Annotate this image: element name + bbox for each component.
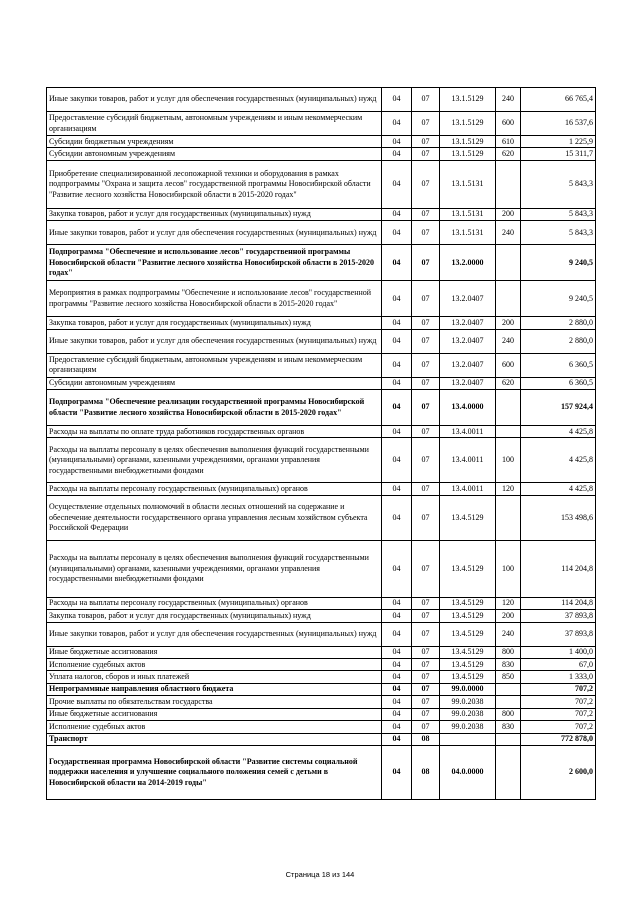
cell-target-article: 13.2.0407 (440, 329, 496, 353)
cell-expense-type (496, 160, 521, 208)
table-row (47, 390, 596, 426)
cell-expense-type (496, 696, 521, 708)
cell-expense-type (496, 733, 521, 745)
table-row (47, 112, 596, 136)
cell-target-article: 99.0.2038 (440, 721, 496, 733)
cell-amount: 707,2 (521, 721, 596, 733)
cell-name: Закупка товаров, работ и услуг для государственных (муниципальных) нужд (47, 317, 382, 329)
cell-name: Предоставление субсидий бюджетным, автономным учреждениям и иным некоммерческим организациям (47, 353, 382, 377)
cell-section: 04 (382, 622, 412, 646)
cell-name: Непрограммные направления областного бюджета (47, 683, 382, 695)
cell-subsection: 07 (412, 646, 440, 658)
cell-expense-type: 830 (496, 659, 521, 671)
cell-amount: 114 204,8 (521, 540, 596, 597)
table-row (47, 160, 596, 208)
cell-target-article: 04.0.0000 (440, 745, 496, 799)
cell-target-article: 13.4.5129 (440, 646, 496, 658)
cell-amount: 66 765,4 (521, 88, 596, 112)
cell-name: Прочие выплаты по обязательствам государства (47, 696, 382, 708)
table-row (47, 329, 596, 353)
cell-section: 04 (382, 353, 412, 377)
cell-subsection: 07 (412, 329, 440, 353)
cell-name: Подпрограмма "Обеспечение реализации государственной программы Новосибирской области "Развитие лесного хозяйства Новосибирской области в 2015-2020 годах" (47, 390, 382, 426)
cell-name: Закупка товаров, работ и услуг для государственных (муниципальных) нужд (47, 208, 382, 220)
cell-subsection: 07 (412, 136, 440, 148)
cell-target-article (440, 733, 496, 745)
cell-subsection: 08 (412, 733, 440, 745)
cell-subsection: 07 (412, 671, 440, 683)
cell-target-article: 13.4.5129 (440, 671, 496, 683)
cell-amount: 9 240,5 (521, 281, 596, 317)
cell-section: 04 (382, 495, 412, 540)
cell-amount: 5 843,3 (521, 160, 596, 208)
table-row (47, 136, 596, 148)
cell-expense-type (496, 281, 521, 317)
cell-name: Расходы на выплаты персоналу государственных (муниципальных) органов (47, 483, 382, 495)
cell-expense-type: 850 (496, 671, 521, 683)
cell-section: 04 (382, 696, 412, 708)
cell-section: 04 (382, 646, 412, 658)
table-row (47, 353, 596, 377)
cell-section: 04 (382, 540, 412, 597)
page-footer: Страница 18 из 144 (285, 870, 355, 879)
cell-amount: 2 880,0 (521, 329, 596, 353)
table-row (47, 281, 596, 317)
cell-section: 04 (382, 733, 412, 745)
cell-name: Расходы на выплаты персоналу в целях обеспечения выполнения функций государственными (муниципальными) органами, казенными учреждениями, органами управления государственными внебюджетными фондами (47, 540, 382, 597)
cell-target-article: 13.4.0000 (440, 390, 496, 426)
cell-section: 04 (382, 426, 412, 438)
cell-amount: 5 843,3 (521, 208, 596, 220)
cell-expense-type: 120 (496, 483, 521, 495)
table-row (47, 610, 596, 622)
table-row (47, 426, 596, 438)
cell-section: 04 (382, 671, 412, 683)
cell-subsection: 07 (412, 112, 440, 136)
cell-subsection: 07 (412, 377, 440, 389)
cell-amount: 6 360,5 (521, 377, 596, 389)
cell-expense-type (496, 245, 521, 281)
cell-name: Расходы на выплаты по оплате труда работников государственных органов (47, 426, 382, 438)
table-row (47, 696, 596, 708)
cell-expense-type: 800 (496, 708, 521, 720)
cell-amount: 153 498,6 (521, 495, 596, 540)
cell-name: Иные закупки товаров, работ и услуг для обеспечения государственных (муниципальных) нужд (47, 221, 382, 245)
cell-section: 04 (382, 88, 412, 112)
cell-expense-type (496, 495, 521, 540)
cell-amount: 707,2 (521, 696, 596, 708)
table-row (47, 597, 596, 609)
cell-expense-type: 830 (496, 721, 521, 733)
cell-section: 04 (382, 112, 412, 136)
cell-target-article: 13.4.0011 (440, 438, 496, 483)
cell-target-article: 13.4.5129 (440, 540, 496, 597)
cell-target-article: 13.2.0000 (440, 245, 496, 281)
cell-section: 04 (382, 438, 412, 483)
cell-name: Уплата налогов, сборов и иных платежей (47, 671, 382, 683)
cell-name: Иные бюджетные ассигнования (47, 708, 382, 720)
cell-amount: 6 360,5 (521, 353, 596, 377)
cell-amount: 4 425,8 (521, 438, 596, 483)
cell-name: Подпрограмма "Обеспечение и использование лесов" государственной программы Новосибирской области "Развитие лесного хозяйства Новосибирской области в 2015-2020 годах" (47, 245, 382, 281)
cell-amount: 4 425,8 (521, 483, 596, 495)
budget-table-body (47, 88, 596, 800)
cell-target-article: 13.1.5131 (440, 160, 496, 208)
cell-name: Приобретение специализированной лесопожарной техники и оборудования в рамках подпрограммы "Охрана и защита лесов" государственной программы Новосибирской области "Развитие лесного хозяйства Новосибирской области в 2015-2020 годах" (47, 160, 382, 208)
cell-amount: 1 225,9 (521, 136, 596, 148)
cell-amount: 5 843,3 (521, 221, 596, 245)
cell-name: Осуществление отдельных полномочий в области лесных отношений на содержание и обеспечение деятельности государственного органа управления лесным хозяйством субъекта Российской Федерации (47, 495, 382, 540)
cell-target-article: 13.4.5129 (440, 659, 496, 671)
cell-subsection: 08 (412, 745, 440, 799)
cell-amount: 37 893,8 (521, 610, 596, 622)
cell-expense-type: 240 (496, 622, 521, 646)
cell-section: 04 (382, 390, 412, 426)
table-row (47, 745, 596, 799)
cell-section: 04 (382, 208, 412, 220)
table-row (47, 646, 596, 658)
cell-name: Исполнение судебных актов (47, 721, 382, 733)
cell-subsection: 07 (412, 221, 440, 245)
cell-target-article: 13.4.0011 (440, 483, 496, 495)
cell-name: Иные закупки товаров, работ и услуг для обеспечения государственных (муниципальных) нужд (47, 622, 382, 646)
cell-amount: 67,0 (521, 659, 596, 671)
cell-name: Закупка товаров, работ и услуг для государственных (муниципальных) нужд (47, 610, 382, 622)
cell-amount: 15 311,7 (521, 148, 596, 160)
cell-expense-type: 200 (496, 317, 521, 329)
cell-section: 04 (382, 221, 412, 245)
cell-subsection: 07 (412, 148, 440, 160)
cell-subsection: 07 (412, 438, 440, 483)
cell-amount: 4 425,8 (521, 426, 596, 438)
cell-subsection: 07 (412, 281, 440, 317)
cell-expense-type: 120 (496, 597, 521, 609)
cell-expense-type: 240 (496, 88, 521, 112)
cell-subsection: 07 (412, 696, 440, 708)
cell-subsection: 07 (412, 495, 440, 540)
cell-target-article: 13.1.5129 (440, 88, 496, 112)
cell-expense-type: 620 (496, 148, 521, 160)
table-row (47, 377, 596, 389)
cell-amount: 2 880,0 (521, 317, 596, 329)
cell-amount: 37 893,8 (521, 622, 596, 646)
cell-expense-type: 240 (496, 221, 521, 245)
table-row (47, 683, 596, 695)
cell-amount: 114 204,8 (521, 597, 596, 609)
cell-target-article: 13.2.0407 (440, 281, 496, 317)
cell-subsection: 07 (412, 683, 440, 695)
cell-expense-type: 100 (496, 438, 521, 483)
cell-name: Государственная программа Новосибирской области "Развитие системы социальной поддержки населения и улучшение социального положения семей с детьми в Новосибирской области на 2014-2019 годы" (47, 745, 382, 799)
cell-name: Иные бюджетные ассигнования (47, 646, 382, 658)
table-row (47, 483, 596, 495)
cell-section: 04 (382, 281, 412, 317)
cell-name: Расходы на выплаты персоналу государственных (муниципальных) органов (47, 597, 382, 609)
cell-target-article: 13.1.5129 (440, 112, 496, 136)
cell-amount: 157 924,4 (521, 390, 596, 426)
table-row (47, 659, 596, 671)
cell-section: 04 (382, 659, 412, 671)
cell-amount: 2 600,0 (521, 745, 596, 799)
table-row (47, 148, 596, 160)
cell-subsection: 07 (412, 317, 440, 329)
cell-expense-type: 100 (496, 540, 521, 597)
cell-expense-type: 600 (496, 353, 521, 377)
cell-subsection: 07 (412, 483, 440, 495)
cell-subsection: 07 (412, 426, 440, 438)
table-row (47, 671, 596, 683)
cell-section: 04 (382, 683, 412, 695)
cell-subsection: 07 (412, 245, 440, 281)
cell-amount: 707,2 (521, 708, 596, 720)
cell-subsection: 07 (412, 659, 440, 671)
cell-name: Иные закупки товаров, работ и услуг для обеспечения государственных (муниципальных) нужд (47, 329, 382, 353)
cell-expense-type: 620 (496, 377, 521, 389)
table-row (47, 438, 596, 483)
cell-target-article: 13.4.5129 (440, 622, 496, 646)
cell-amount: 16 537,6 (521, 112, 596, 136)
cell-target-article: 13.2.0407 (440, 317, 496, 329)
cell-section: 04 (382, 597, 412, 609)
cell-name: Субсидии автономным учреждениям (47, 148, 382, 160)
cell-expense-type: 200 (496, 610, 521, 622)
cell-amount: 772 878,0 (521, 733, 596, 745)
cell-name: Субсидии автономным учреждениям (47, 377, 382, 389)
table-row (47, 540, 596, 597)
cell-section: 04 (382, 148, 412, 160)
table-row (47, 733, 596, 745)
cell-amount: 1 333,0 (521, 671, 596, 683)
cell-subsection: 07 (412, 88, 440, 112)
cell-target-article: 13.1.5131 (440, 221, 496, 245)
cell-section: 04 (382, 745, 412, 799)
table-row (47, 708, 596, 720)
cell-target-article: 99.0.2038 (440, 696, 496, 708)
cell-target-article: 13.1.5129 (440, 148, 496, 160)
cell-target-article: 13.2.0407 (440, 353, 496, 377)
cell-subsection: 07 (412, 208, 440, 220)
cell-name: Расходы на выплаты персоналу в целях обеспечения выполнения функций государственными (муниципальными) органами, казенными учреждениями, органами управления государственными внебюджетными фондами (47, 438, 382, 483)
cell-section: 04 (382, 245, 412, 281)
cell-expense-type (496, 683, 521, 695)
cell-subsection: 07 (412, 597, 440, 609)
cell-expense-type (496, 390, 521, 426)
cell-subsection: 07 (412, 540, 440, 597)
cell-subsection: 07 (412, 610, 440, 622)
budget-table (46, 87, 596, 800)
cell-name: Транспорт (47, 733, 382, 745)
cell-amount: 9 240,5 (521, 245, 596, 281)
table-row (47, 495, 596, 540)
cell-target-article: 99.0.2038 (440, 708, 496, 720)
cell-expense-type: 800 (496, 646, 521, 658)
cell-expense-type: 240 (496, 329, 521, 353)
cell-target-article: 13.4.0011 (440, 426, 496, 438)
cell-target-article: 13.1.5131 (440, 208, 496, 220)
cell-name: Исполнение судебных актов (47, 659, 382, 671)
cell-expense-type: 610 (496, 136, 521, 148)
cell-target-article: 13.4.5129 (440, 495, 496, 540)
table-row (47, 622, 596, 646)
cell-subsection: 07 (412, 390, 440, 426)
cell-expense-type: 600 (496, 112, 521, 136)
cell-section: 04 (382, 708, 412, 720)
cell-expense-type (496, 426, 521, 438)
table-row (47, 88, 596, 112)
cell-section: 04 (382, 136, 412, 148)
cell-subsection: 07 (412, 353, 440, 377)
cell-section: 04 (382, 610, 412, 622)
cell-section: 04 (382, 721, 412, 733)
cell-section: 04 (382, 329, 412, 353)
cell-target-article: 13.2.0407 (440, 377, 496, 389)
cell-subsection: 07 (412, 721, 440, 733)
cell-amount: 1 400,0 (521, 646, 596, 658)
table-row (47, 317, 596, 329)
cell-subsection: 07 (412, 708, 440, 720)
cell-section: 04 (382, 317, 412, 329)
table-row (47, 221, 596, 245)
cell-target-article: 13.4.5129 (440, 610, 496, 622)
cell-section: 04 (382, 377, 412, 389)
cell-name: Предоставление субсидий бюджетным, автономным учреждениям и иным некоммерческим организациям (47, 112, 382, 136)
cell-target-article: 13.1.5129 (440, 136, 496, 148)
table-row (47, 245, 596, 281)
cell-name: Субсидии бюджетным учреждениям (47, 136, 382, 148)
cell-target-article: 13.4.5129 (440, 597, 496, 609)
cell-expense-type (496, 745, 521, 799)
cell-target-article: 99.0.0000 (440, 683, 496, 695)
cell-subsection: 07 (412, 622, 440, 646)
cell-name: Иные закупки товаров, работ и услуг для обеспечения государственных (муниципальных) нужд (47, 88, 382, 112)
cell-section: 04 (382, 160, 412, 208)
cell-name: Мероприятия в рамках подпрограммы "Обеспечение и использование лесов" государственной программы "Развитие лесного хозяйства Новосибирской области в 2015-2020 годах" (47, 281, 382, 317)
cell-section: 04 (382, 483, 412, 495)
cell-expense-type: 200 (496, 208, 521, 220)
table-row (47, 721, 596, 733)
cell-subsection: 07 (412, 160, 440, 208)
cell-amount: 707,2 (521, 683, 596, 695)
table-row (47, 208, 596, 220)
